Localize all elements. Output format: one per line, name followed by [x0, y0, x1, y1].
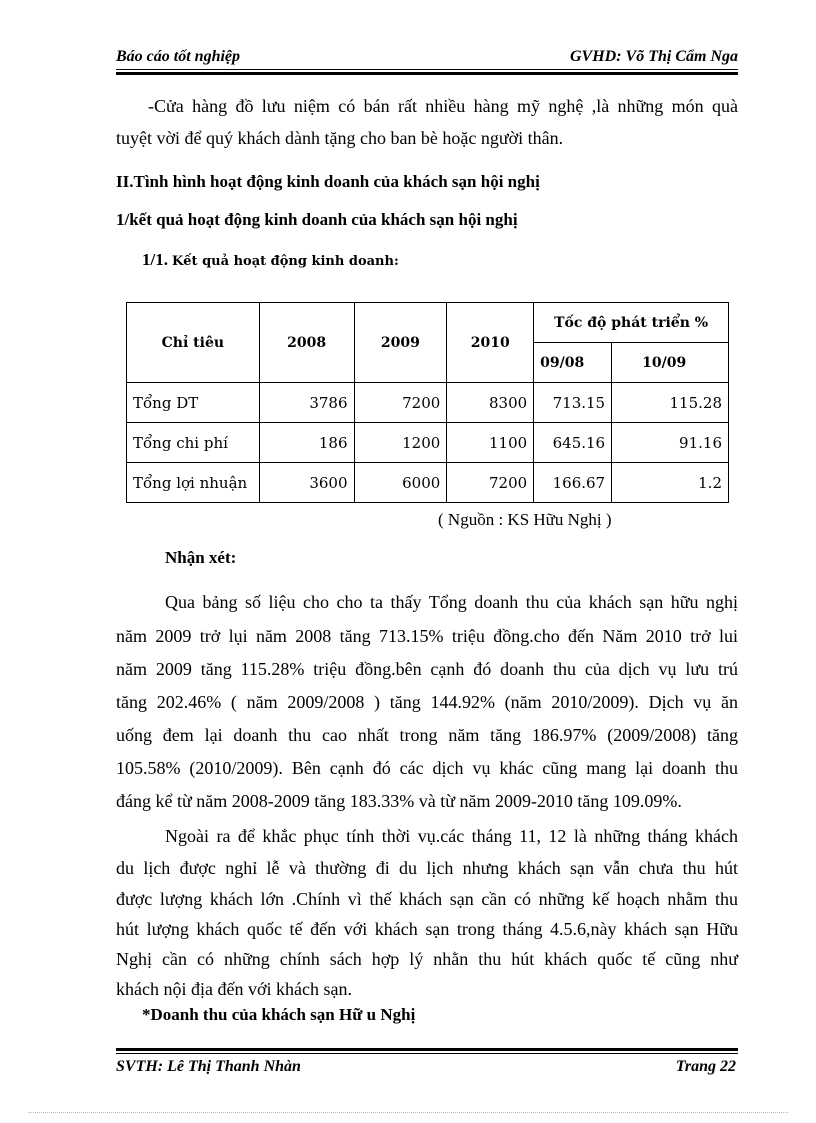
cell-growth-10-09: 115.28 — [612, 383, 729, 423]
cell-growth-09-08: 713.15 — [534, 383, 612, 423]
footer-page-number: Trang 22 — [675, 1058, 736, 1075]
page-edge-dotted-line — [28, 1112, 788, 1113]
para1-line-4: tăng 202.46% ( năm 2009/2008 ) tăng 144.92% (năm 2010/2009). Dịch vụ ăn — [116, 692, 738, 712]
para2-line-5: Nghị cần có những chính sách hợp lý nhằn thu hút khách quốc tế cũng như — [116, 949, 738, 969]
cell-growth-10-09: 1.2 — [612, 463, 729, 503]
para2-line-2: du lịch được nghỉ lễ và thường đi du lịch nhưng khách sạn vẫn chưa thu hút — [116, 858, 738, 878]
para2-line-6: khách nội địa đến với khách sạn. — [116, 979, 352, 999]
cell-2008: 3786 — [259, 383, 354, 423]
header-rule-thin — [116, 69, 738, 70]
sub-heading: 1/kết quả hoạt động kinh doanh của khách sạn hội nghị — [116, 210, 518, 229]
footer-rule-thick — [116, 1048, 738, 1051]
row-label: Tổng lợi nhuận — [127, 463, 260, 503]
cell-2010: 7200 — [447, 463, 534, 503]
cell-2008: 186 — [259, 423, 354, 463]
footer-left: SVTH: Lê Thị Thanh Nhàn — [116, 1058, 301, 1075]
header-right: GVHD: Võ Thị Cẩm Nga — [569, 48, 738, 65]
para2-line-1: Ngoài ra để khắc phục tính thời vụ.các tháng 11, 12 là những tháng khách — [165, 826, 738, 846]
col-header-09-08: 09/08 — [534, 343, 612, 383]
cell-2009: 1200 — [354, 423, 447, 463]
para1-line-6: 105.58% (2010/2009). Bên cạnh đó các dịch vụ khác cũng mang lại doanh thu — [116, 758, 738, 778]
para1-line-7: đáng kể từ năm 2008-2009 tăng 183.33% và từ năm 2009-2010 tăng 109.09%. — [116, 791, 682, 811]
cell-2008: 3600 — [259, 463, 354, 503]
table-caption — [142, 250, 399, 270]
cell-growth-10-09: 91.16 — [612, 423, 729, 463]
para1-line-3: năm 2009 tăng 115.28% triệu đồng.bên cạnh đó doanh thu của dịch vụ lưu trú — [116, 659, 738, 679]
col-header-2010: 2010 — [447, 303, 534, 383]
cell-2009: 6000 — [354, 463, 447, 503]
col-header-2008: 2008 — [259, 303, 354, 383]
section-heading: II.Tình hình hoạt động kinh doanh của khách sạn hội nghị — [116, 172, 540, 191]
header-rule-thick — [116, 72, 738, 75]
para2-line-4: hút lượng khách quốc tế đến với khách sạn trong tháng 4.5.6,này khách sạn Hữu — [116, 919, 738, 939]
remark-heading: Nhận xét: — [165, 548, 237, 567]
row-label: Tổng chi phí — [127, 423, 260, 463]
para2-line-3: được lượng khách lớn .Chính vì thế khách sạn cần có những kế hoạch nhằm thu — [116, 889, 738, 909]
para1-line-2: năm 2009 trở lụi năm 2008 tăng 713.15% triệu đồng.cho đến Năm 2010 trở lui — [116, 626, 738, 646]
para1-line-1: Qua bảng số liệu cho cho ta thấy Tổng doanh thu của khách sạn hữu nghị — [165, 592, 738, 612]
table-source: ( Nguồn : KS Hữu Nghị ) — [438, 510, 612, 529]
cell-growth-09-08: 166.67 — [534, 463, 612, 503]
table-caption-number: 1/1. — [142, 250, 168, 269]
para1-line-5: uống đem lại doanh thu cao nhất trong năm tăng 186.97% (2009/2008) tăng — [116, 725, 738, 745]
table-row — [127, 463, 729, 503]
col-header-10-09: 10/09 — [612, 343, 729, 383]
footer-rule-thin — [116, 1053, 738, 1054]
intro-line-1: -Cửa hàng đồ lưu niệm có bán rất nhiều hàng mỹ nghệ ,là những món quà — [148, 96, 738, 116]
cell-2010: 1100 — [447, 423, 534, 463]
col-header-indicator: Chỉ tiêu — [127, 303, 260, 383]
table-row — [127, 423, 729, 463]
row-label: Tổng DT — [127, 383, 260, 423]
table-row — [127, 383, 729, 423]
intro-line-2: tuyệt vời để quý khách dành tặng cho ban bè hoặc người thân. — [116, 128, 564, 148]
cell-2010: 8300 — [447, 383, 534, 423]
business-results-table — [126, 302, 729, 503]
cell-2009: 7200 — [354, 383, 447, 423]
revenue-heading: *Doanh thu của khách sạn Hữ u Nghị — [142, 1005, 416, 1024]
table-caption-text: Kết quả hoạt động kinh doanh: — [171, 254, 399, 269]
cell-growth-09-08: 645.16 — [534, 423, 612, 463]
header-left: Báo cáo tốt nghiệp — [116, 48, 241, 65]
col-header-2009: 2009 — [354, 303, 447, 383]
col-header-growth: Tốc độ phát triển % — [534, 303, 729, 343]
